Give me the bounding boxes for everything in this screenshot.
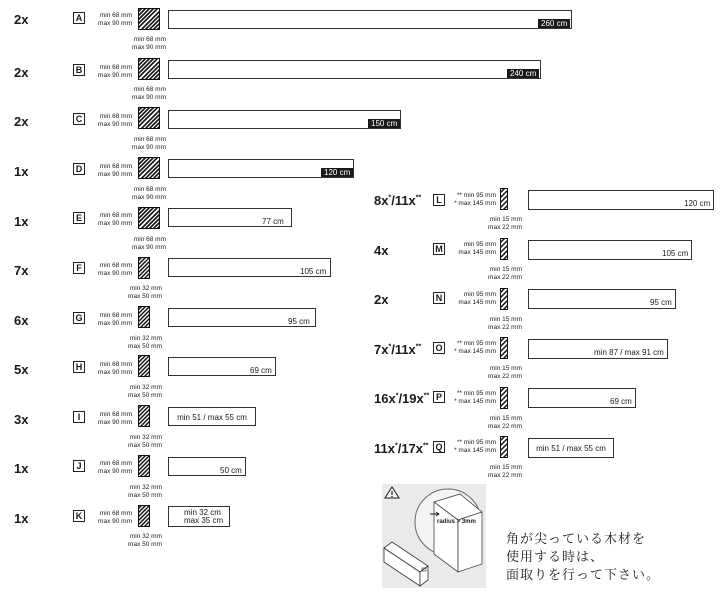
board-length-label: 260 cm: [538, 19, 570, 28]
board-length-bar: [168, 110, 401, 129]
thickness-dim: min 32 mm max 50 mm: [128, 335, 162, 350]
thickness-dim: min 68 mm max 90 mm: [132, 86, 166, 101]
quantity: 8x*/11x**: [374, 193, 422, 208]
thickness-dim: min 15 mm max 22 mm: [488, 316, 522, 331]
thickness-dim: min 15 mm max 22 mm: [488, 365, 522, 380]
thickness-dim: min 68 mm max 90 mm: [132, 36, 166, 51]
board-length-label: 69 cm: [610, 397, 632, 406]
board-length-label-2: max 35 cm: [184, 516, 224, 525]
board-length-label: 240 cm: [507, 69, 539, 78]
wood-grain-rect-icon: [138, 306, 150, 328]
board-length-label: min 51 / max 55 cm: [177, 413, 247, 422]
wood-grain-plank-icon: [500, 188, 508, 210]
cross-section-dim: min 68 mm max 90 mm: [98, 460, 132, 475]
quantity: 1x: [14, 461, 29, 476]
thickness-dim: min 15 mm max 22 mm: [488, 415, 522, 430]
part-letter: H: [73, 361, 85, 373]
cross-section-dim: ** min 95 mm * max 145 mm: [454, 192, 496, 207]
cross-section-dim: min 68 mm max 90 mm: [98, 361, 132, 376]
cross-section-dim: min 68 mm max 90 mm: [98, 163, 132, 178]
wood-grain-square-icon: [138, 8, 160, 30]
quantity: 4x: [374, 243, 389, 258]
wood-grain-plank-icon: [500, 288, 508, 310]
wood-grain-plank-icon: [500, 387, 508, 409]
cross-section-dim: min 68 mm max 90 mm: [98, 212, 132, 227]
part-letter: G: [73, 312, 85, 324]
quantity: 1x: [14, 511, 29, 526]
cross-section-dim: min 68 mm max 90 mm: [98, 262, 132, 277]
thickness-dim: min 32 mm max 50 mm: [128, 533, 162, 548]
board-length-bar: [168, 60, 541, 79]
thickness-dim: min 15 mm max 22 mm: [488, 464, 522, 479]
part-letter: P: [433, 391, 445, 403]
board-length-label: 50 cm: [220, 466, 242, 475]
cross-section-dim: min 95 mm max 145 mm: [458, 241, 496, 256]
board-length-label: 120 cm: [684, 199, 711, 208]
cross-section-dim: min 68 mm max 90 mm: [98, 411, 132, 426]
thickness-dim: min 32 mm max 50 mm: [128, 384, 162, 399]
thickness-dim: min 68 mm max 90 mm: [132, 236, 166, 251]
chamfer-diagram-icon: [382, 484, 486, 588]
board-length-label: 69 cm: [250, 366, 272, 375]
board-length-label: 105 cm: [662, 249, 689, 258]
thickness-dim: min 68 mm max 90 mm: [132, 136, 166, 151]
cross-section-dim: min 68 mm max 90 mm: [98, 12, 132, 27]
quantity: 5x: [14, 362, 29, 377]
part-letter: E: [73, 212, 85, 224]
quantity: 1x: [14, 214, 29, 229]
cross-section-dim: min 95 mm max 145 mm: [458, 291, 496, 306]
wood-grain-square-icon: [138, 107, 160, 129]
part-letter: N: [433, 292, 445, 304]
quantity: 2x: [374, 292, 389, 307]
part-letter: B: [73, 64, 85, 76]
part-letter: O: [433, 342, 445, 354]
cross-section-dim: min 68 mm max 90 mm: [98, 312, 132, 327]
board-length-label: min 87 / max 91 cm: [594, 348, 664, 357]
thickness-dim: min 32 mm max 50 mm: [128, 285, 162, 300]
wood-grain-rect-icon: [138, 257, 150, 279]
quantity: 7x: [14, 263, 29, 278]
wood-grain-square-icon: [138, 157, 160, 179]
thickness-dim: min 15 mm max 22 mm: [488, 266, 522, 281]
quantity: 6x: [14, 313, 29, 328]
part-letter: L: [433, 194, 445, 206]
part-letter: C: [73, 113, 85, 125]
cross-section-dim: ** min 95 mm * max 145 mm: [454, 390, 496, 405]
part-letter: Q: [433, 441, 445, 453]
part-letter: K: [73, 510, 85, 522]
wood-grain-rect-icon: [138, 455, 150, 477]
cross-section-dim: min 68 mm max 90 mm: [98, 64, 132, 79]
chamfer-warning-illustration: [382, 484, 486, 588]
wood-grain-rect-icon: [138, 355, 150, 377]
wood-grain-rect-icon: [138, 405, 150, 427]
thickness-dim: min 68 mm max 90 mm: [132, 186, 166, 201]
board-length-label: 95 cm: [650, 298, 672, 307]
part-letter: J: [73, 460, 85, 472]
part-letter: I: [73, 411, 85, 423]
quantity: 2x: [14, 12, 29, 27]
wood-grain-square-icon: [138, 58, 160, 80]
chamfer-note-line-2: 使用する時は、: [506, 549, 605, 564]
quantity: 2x: [14, 114, 29, 129]
thickness-dim: min 15 mm max 22 mm: [488, 216, 522, 231]
quantity: 2x: [14, 65, 29, 80]
wood-grain-plank-icon: [500, 337, 508, 359]
quantity: 3x: [14, 412, 29, 427]
board-length-bar: [168, 10, 572, 29]
thickness-dim: min 32 mm max 50 mm: [128, 484, 162, 499]
part-letter: D: [73, 163, 85, 175]
wood-grain-plank-icon: [500, 436, 508, 458]
quantity: 1x: [14, 164, 29, 179]
board-length-label: min 32 cm: [184, 508, 221, 517]
cross-section-dim: min 68 mm max 90 mm: [98, 113, 132, 128]
board-length-label: 105 cm: [300, 267, 327, 276]
quantity: 7x*/11x**: [374, 342, 422, 357]
chamfer-note-line-1: 角が尖っている木材を: [506, 531, 647, 546]
quantity: 11x*/17x**: [374, 441, 429, 456]
board-length-label: 120 cm: [321, 168, 353, 177]
wood-grain-plank-icon: [500, 238, 508, 260]
wood-grain-rect-icon: [138, 505, 150, 527]
chamfer-note-line-3: 面取りを行って下さい。: [506, 567, 661, 582]
thickness-dim: min 32 mm max 50 mm: [128, 434, 162, 449]
wood-grain-square-icon: [138, 207, 160, 229]
radius-label: radius > 3mm: [437, 519, 476, 525]
cross-section-dim: ** min 95 mm * max 145 mm: [454, 439, 496, 454]
cross-section-dim: min 68 mm max 90 mm: [98, 510, 132, 525]
board-length-label: 95 cm: [288, 317, 310, 326]
part-letter: M: [433, 243, 445, 255]
board-length-label: 77 cm: [262, 217, 284, 226]
board-length-label: 150 cm: [368, 119, 400, 128]
cross-section-dim: ** min 95 mm * max 145 mm: [454, 340, 496, 355]
board-length-label: min 51 / max 55 cm: [536, 444, 606, 453]
part-letter: A: [73, 12, 85, 24]
part-letter: F: [73, 262, 85, 274]
quantity: 16x*/19x**: [374, 391, 430, 406]
